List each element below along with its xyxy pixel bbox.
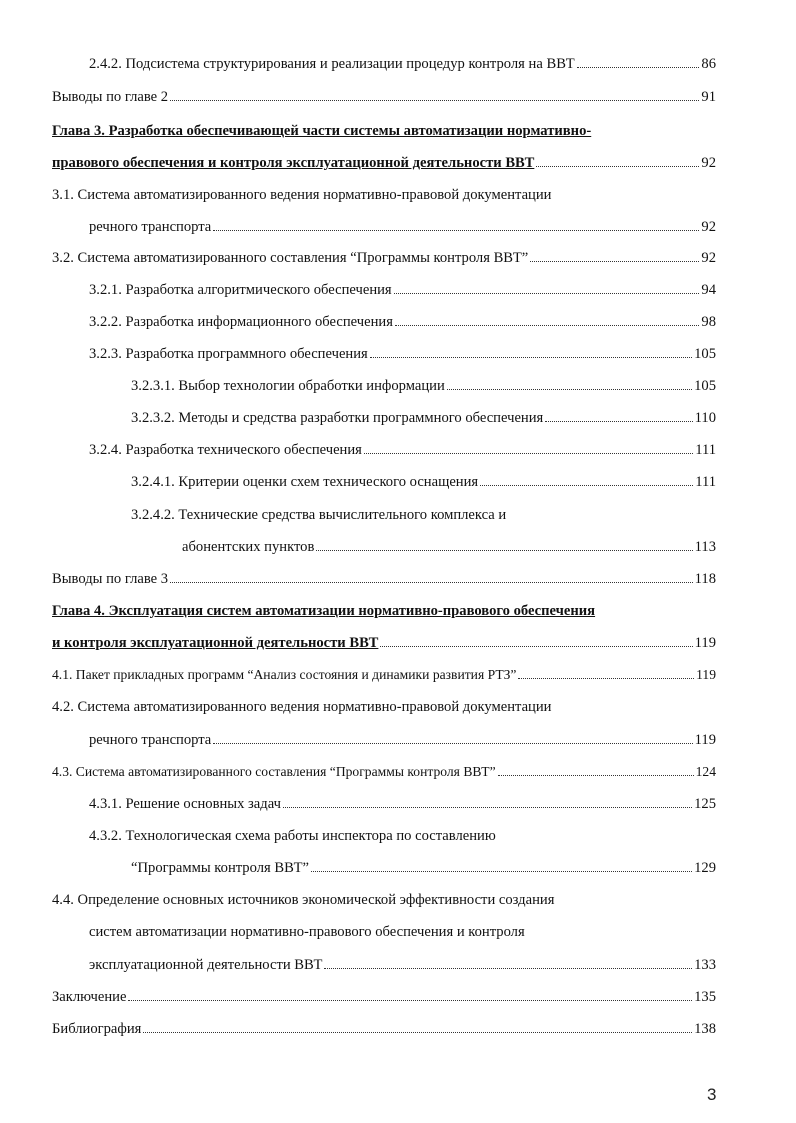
toc-entry-text: Выводы по главе 3 [52,571,169,587]
toc-chapter-3-title-cont [52,151,716,175]
toc-page-number: 105 [694,378,716,394]
toc-entry-text: 4.2. Система автоматизированного ведения нормативно-правовой документации [52,699,552,715]
toc-entry-3-2-1 [89,278,716,302]
dot-leader [394,293,700,294]
toc-entry-text: и контроля эксплуатационной деятельности ВВТ [52,635,379,651]
toc-entry-3-2 [52,246,716,270]
toc-entry-3-2-4-2-cont [182,535,716,559]
toc-page-number: 98 [701,314,716,330]
toc-entry-bibliography [52,1017,716,1041]
toc-entry-text: 3.2. Система автоматизированного составления “Программы контроля ВВТ” [52,250,529,266]
dot-leader [530,261,699,262]
dot-leader [545,421,692,422]
toc-page-number: 105 [694,346,716,362]
toc-entry-text: 3.2.1. Разработка алгоритмического обеспечения [89,282,392,298]
toc-entry-4-4-cont-2 [89,953,716,977]
dot-leader [213,743,692,744]
toc-page-number: 118 [694,571,716,587]
chapter-title: Разработка обеспечивающей части системы автоматизации нормативно- [108,123,592,139]
dot-leader [577,67,700,68]
toc-chapter-4-title-cont [52,631,716,655]
toc-entry-text: абонентских пунктов [182,539,315,555]
toc-entry-3-1 [52,183,716,207]
toc-entry-4-4 [52,888,716,912]
toc-entry-text: 4.3. Система автоматизированного составления “Программы контроля ВВТ” [52,764,496,779]
toc-page-number: 119 [696,667,716,682]
toc-page-number: 91 [701,89,716,105]
toc-entry-conclusions-ch2 [52,85,716,109]
toc-entry-4-3 [52,760,716,784]
toc-page-number: 129 [694,860,716,876]
chapter-label: Глава 4. [52,603,105,619]
page-number: 3 [707,1085,717,1104]
toc-page-number: 133 [694,957,716,973]
toc-entry-text: 3.2.3. Разработка программного обеспечения [89,346,368,362]
dot-leader [143,1032,692,1033]
dot-leader [324,968,692,969]
toc-page-number: 110 [694,410,716,426]
toc-entry-4-3-1 [89,792,716,816]
toc-entry-4-4-cont-1 [89,920,716,944]
toc-entry-conclusion [52,985,716,1009]
toc-entry-3-2-3-2 [131,406,716,430]
dot-leader [480,485,693,486]
toc-entry-text [52,119,591,143]
toc-entry-text: 3.2.4.2. Технические средства вычислительного комплекса и [131,507,507,523]
toc-entry-2-4-2 [89,52,716,76]
toc-page-number: 111 [695,442,716,458]
toc-page-number: 119 [694,732,716,748]
toc-entry-text: эксплуатационной деятельности ВВТ [89,957,323,973]
toc-entry-text: Заключение [52,989,127,1005]
toc-page-number: 138 [694,1021,716,1037]
toc-page-number: 124 [695,764,716,779]
toc-page-number: 119 [694,635,716,651]
toc-entry-text: 4.1. Пакет прикладных программ “Анализ состояния и динамики развития РТЗ” [52,667,517,682]
toc-entry-3-2-4 [89,438,716,462]
toc-chapter-4-title [52,599,716,623]
toc-chapter-3-title [52,119,716,143]
toc-entry-text: 4.4. Определение основных источников экономической эффективности создания [52,892,555,908]
dot-leader [364,453,693,454]
toc-page-number: 86 [701,56,716,72]
toc-entry-text: 3.2.2. Разработка информационного обеспечения [89,314,393,330]
toc-page-number: 92 [701,250,716,266]
dot-leader [395,325,700,326]
toc-page-number: 92 [701,219,716,235]
toc-page-number: 125 [694,796,716,812]
dot-leader [128,1000,692,1001]
toc-page-number: 113 [694,539,716,555]
toc-entry-3-2-3-1 [131,374,716,398]
toc-entry-text: речного транспорта [89,732,212,748]
dot-leader [498,775,694,776]
toc-entry-text [52,599,595,623]
dot-leader [170,582,693,583]
dot-leader [380,646,692,647]
chapter-title: Эксплуатация систем автоматизации нормативно-правового обеспечения [108,603,596,619]
dot-leader [518,678,694,679]
toc-entry-text: 3.2.3.1. Выбор технологии обработки информации [131,378,445,394]
toc-entry-text: правового обеспечения и контроля эксплуатационной деятельности ВВТ [52,155,535,171]
toc-entry-text: “Программы контроля ВВТ” [131,860,310,876]
toc-entry-text: 4.3.1. Решение основных задач [89,796,281,812]
toc-page-number: 135 [694,989,716,1005]
toc-entry-text: 3.2.4.1. Критерии оценки схем технического оснащения [131,474,479,490]
toc-entry-3-2-4-1 [131,470,716,494]
dot-leader [283,807,692,808]
toc-entry-text: 3.2.4. Разработка технического обеспечения [89,442,362,458]
toc-entry-3-2-4-2 [131,503,716,527]
toc-page-number: 92 [701,155,716,171]
dot-leader [213,230,699,231]
toc-entry-text: Выводы по главе 2 [52,89,169,105]
toc-entry-4-2 [52,695,716,719]
toc-page-number: 94 [701,282,716,298]
toc-entry-3-2-3 [89,342,716,366]
toc-entry-3-2-2 [89,310,716,334]
toc-entry-4-1 [52,663,716,687]
dot-leader [170,100,699,101]
toc-entry-text: систем автоматизации нормативно-правового обеспечения и контроля [89,924,525,940]
dot-leader [316,550,692,551]
toc-entry-text: 3.2.3.2. Методы и средства разработки программного обеспечения [131,410,544,426]
toc-entry-4-3-2 [89,824,716,848]
toc-entry-text: 3.1. Система автоматизированного ведения нормативно-правовой документации [52,187,552,203]
toc-entry-conclusions-ch3 [52,567,716,591]
dot-leader [536,166,699,167]
toc-entry-text: 4.3.2. Технологическая схема работы инспектора по составлению [89,828,496,844]
toc-page-number: 111 [695,474,716,490]
toc-entry-4-2-cont [89,728,716,752]
toc-entry-3-1-cont [89,215,716,239]
chapter-label: Глава 3. [52,123,105,139]
toc-entry-text: 2.4.2. Подсистема структурирования и реализации процедур контроля на ВВТ [89,56,575,72]
toc-entry-text: речного транспорта [89,219,212,235]
dot-leader [311,871,692,872]
dot-leader [447,389,692,390]
toc-entry-4-3-2-cont [131,856,716,880]
toc-entry-text: Библиография [52,1021,142,1037]
dot-leader [370,357,692,358]
